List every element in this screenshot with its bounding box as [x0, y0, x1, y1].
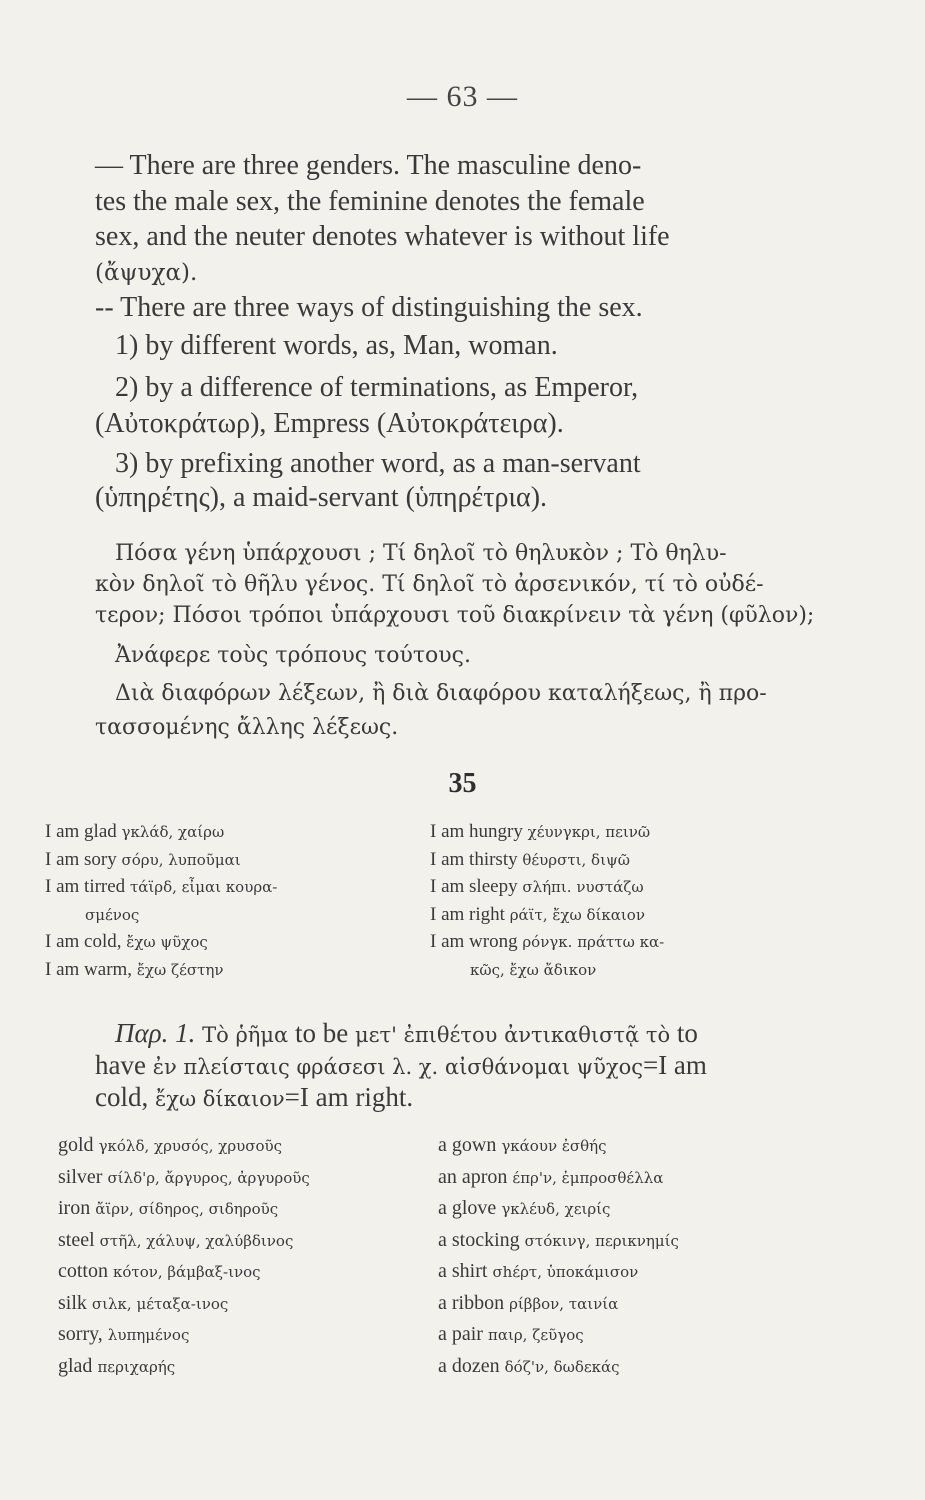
phrase-greek: θέυρστι, διψῶ — [522, 850, 630, 869]
text-line: -- There are three ways of distinguishing the sex. — [95, 292, 643, 323]
vocab-row — [58, 1351, 310, 1383]
text-line: (ἄψυχα). — [95, 260, 198, 286]
phrase-row — [45, 956, 277, 984]
vocab-row — [58, 1319, 310, 1351]
note-line — [95, 1082, 835, 1115]
phrase-english: I am glad — [45, 821, 117, 842]
phrase-row — [430, 928, 664, 956]
greek-question-line: τερον; Πόσοι τρόποι ὑπάρχουσι τοῦ διακρίνειν τὰ γένη (φῦλον); — [95, 603, 815, 628]
vocab-row — [58, 1256, 310, 1288]
phrase-row — [430, 818, 664, 846]
vocab-english: steel — [58, 1228, 95, 1251]
phrase-greek: σμένος — [85, 905, 140, 924]
vocab-english: glad — [58, 1354, 93, 1377]
phrase-row — [430, 873, 664, 901]
vocab-greek: γκλέυδ, χειρίς — [501, 1200, 611, 1218]
vocab-greek: σhέρτ, ὑποκάμισον — [492, 1263, 639, 1281]
vocab-english: iron — [58, 1197, 91, 1219]
phrase-english: I am tirred — [45, 876, 126, 897]
greek-question-line: τασσομένης ἄλλης λέξεως. — [95, 715, 399, 740]
phrase-row — [45, 928, 277, 956]
note-english: =I am right. — [284, 1082, 414, 1112]
note-line — [115, 1018, 855, 1051]
phrase-english: I am hungry — [430, 821, 523, 842]
vocab-english: a stocking — [438, 1228, 520, 1251]
vocab-greek: γκόλδ, χρυσός, χρυσοῦς — [98, 1137, 283, 1155]
vocab-greek: δόζ'ν, δωδεκάς — [504, 1357, 620, 1376]
vocab-greek: στόκινγ, περικνημίς — [524, 1231, 679, 1250]
vocab-english: a glove — [438, 1197, 497, 1219]
vocab-greek: κότον, βάμβαξ-ινος — [113, 1263, 261, 1281]
phrase-greek: ἔχω ζέστην — [136, 960, 224, 979]
text-line: 3) by prefixing another word, as a man-servant — [115, 448, 641, 479]
vocab-row — [438, 1162, 679, 1194]
greek-question-line: Πόσα γένη ὑπάρχουσι ; Τί δηλοῖ τὸ θηλυκὸν ; Τὸ θηλυ- — [115, 541, 727, 566]
text-line: 2) by a difference of terminations, as Emperor, — [115, 372, 639, 403]
vocab-row — [438, 1130, 679, 1162]
phrase-greek: κῶς, ἔχω ἄδικον — [470, 960, 597, 979]
vocab-english: a shirt — [438, 1260, 488, 1282]
note-english: cold, — [95, 1082, 149, 1112]
phrase-row — [430, 956, 664, 984]
vocab-greek: παιρ, ζεῦγος — [487, 1326, 584, 1344]
phrase-greek: ρόνγκ. πράττω κα- — [522, 933, 665, 951]
note-english: have — [95, 1050, 146, 1080]
phrase-english: I am thirsty — [430, 848, 518, 870]
vocab-english: silk — [58, 1291, 87, 1314]
phrase-greek: σόρυ, λυποῦμαι — [121, 850, 241, 869]
vocab-greek: ἄϊρν, σίδηρος, σιδηροῦς — [95, 1200, 279, 1218]
vocab-english: a ribbon — [438, 1291, 505, 1314]
text-line: 1) by different words, as, Man, woman. — [115, 330, 558, 361]
vocab-row — [438, 1288, 679, 1320]
vocab-row — [58, 1193, 310, 1225]
note-line — [95, 1050, 835, 1083]
note-label: Παρ. 1. — [115, 1018, 196, 1048]
vocab-row — [438, 1193, 679, 1225]
note-greek: μετ' ἐπιθέτου ἀντικαθιστᾷ τὸ — [354, 1023, 671, 1047]
vocab-english: cotton — [58, 1260, 108, 1282]
note-greek: Τὸ ῥῆμα — [202, 1023, 289, 1047]
vocab-english: gold — [58, 1134, 94, 1156]
phrase-english: I am right — [430, 903, 505, 925]
vocab-row — [438, 1319, 679, 1351]
phrase-english: I am cold, — [45, 931, 122, 952]
greek-question-line: κὸν δηλοῖ τὸ θῆλυ γένος. Τί δηλοῖ τὸ ἀρσενικόν, τί τὸ οὐδέ- — [95, 572, 764, 597]
greek-question-line: Ἀνάφερε τοὺς τρόπους τούτους. — [115, 643, 471, 668]
section-number: 35 — [448, 768, 477, 799]
text-line: sex, and the neuter denotes whatever is without life — [95, 221, 670, 252]
text-line: — There are three genders. The masculine deno- — [95, 150, 642, 181]
vocab-english: a dozen — [438, 1354, 500, 1377]
phrase-greek: τάϊρδ, εἶμαι κουρα- — [129, 878, 278, 896]
note-greek: ἐν πλείσταις φράσεσι λ. χ. αἰσθάνομαι ψῦχος — [152, 1055, 643, 1079]
vocab-row — [58, 1225, 310, 1257]
phrase-row — [430, 846, 664, 874]
phrase-row — [430, 901, 664, 929]
phrase-english: I am wrong — [430, 931, 518, 952]
phrases-left-column — [45, 818, 277, 983]
vocab-english: sorry, — [58, 1323, 103, 1345]
vocab-row — [438, 1256, 679, 1288]
phrase-row — [45, 818, 277, 846]
phrase-greek: ἔχω ψῦχος — [126, 933, 208, 951]
phrase-greek: γκλάδ, χαίρω — [121, 823, 225, 841]
note-english: to be — [294, 1018, 349, 1048]
vocab-greek: περιχαρής — [97, 1357, 176, 1376]
vocab-right-column — [438, 1130, 679, 1382]
phrase-english: I am sory — [45, 848, 117, 870]
note-english: to — [676, 1018, 698, 1048]
vocab-greek: έπρ'ν, ἐμπροσθέλλα — [512, 1168, 664, 1187]
vocab-greek: λυπημένος — [107, 1326, 190, 1344]
vocab-row — [58, 1162, 310, 1194]
note-greek: ἔχω δίκαιον — [155, 1087, 285, 1111]
vocab-row — [58, 1130, 310, 1162]
text-line: (ὑπηρέτης), a maid-servant (ὑπηρέτρια). — [95, 482, 548, 513]
phrase-greek: σλήπι. νυστάζω — [522, 878, 644, 896]
phrases-right-column — [430, 818, 664, 983]
text-line: (Αὐτοκράτωρ), Empress (Αὐτοκράτειρα). — [95, 408, 564, 439]
vocab-greek: γκάουν ἐσθής — [501, 1137, 607, 1155]
vocab-english: silver — [58, 1165, 103, 1188]
phrase-row — [45, 873, 277, 901]
vocab-greek: στῆλ, χάλυψ, χαλύβδινος — [99, 1231, 294, 1250]
phrase-english: I am warm, — [45, 958, 133, 980]
phrase-greek: χέυνγκρι, πεινῶ — [527, 823, 651, 841]
page-number: — 63 — — [407, 80, 518, 113]
greek-question-line: Διὰ διαφόρων λέξεων, ἢ διὰ διαφόρου καταλήξεως, ἢ προ- — [115, 681, 767, 706]
vocab-greek: ρίββον, ταινία — [509, 1294, 619, 1313]
phrase-greek: ράϊτ, ἔχω δίκαιον — [509, 905, 645, 924]
vocab-english: an apron — [438, 1165, 508, 1188]
vocab-greek: σίλδ'ρ, ἄργυρος, ἀργυροῦς — [107, 1168, 310, 1187]
vocab-left-column — [58, 1130, 310, 1382]
phrase-english: I am sleepy — [430, 876, 518, 897]
note-english: =I am — [642, 1050, 707, 1080]
phrase-row — [45, 846, 277, 874]
vocab-row — [438, 1351, 679, 1383]
text-line: tes the male sex, the feminine denotes the female — [95, 186, 645, 217]
phrase-row — [45, 901, 277, 929]
vocab-row — [58, 1288, 310, 1320]
vocab-row — [438, 1225, 679, 1257]
vocab-english: a pair — [438, 1323, 483, 1345]
vocab-greek: σιλκ, μέταξα-ινος — [91, 1294, 229, 1313]
vocab-english: a gown — [438, 1134, 497, 1156]
